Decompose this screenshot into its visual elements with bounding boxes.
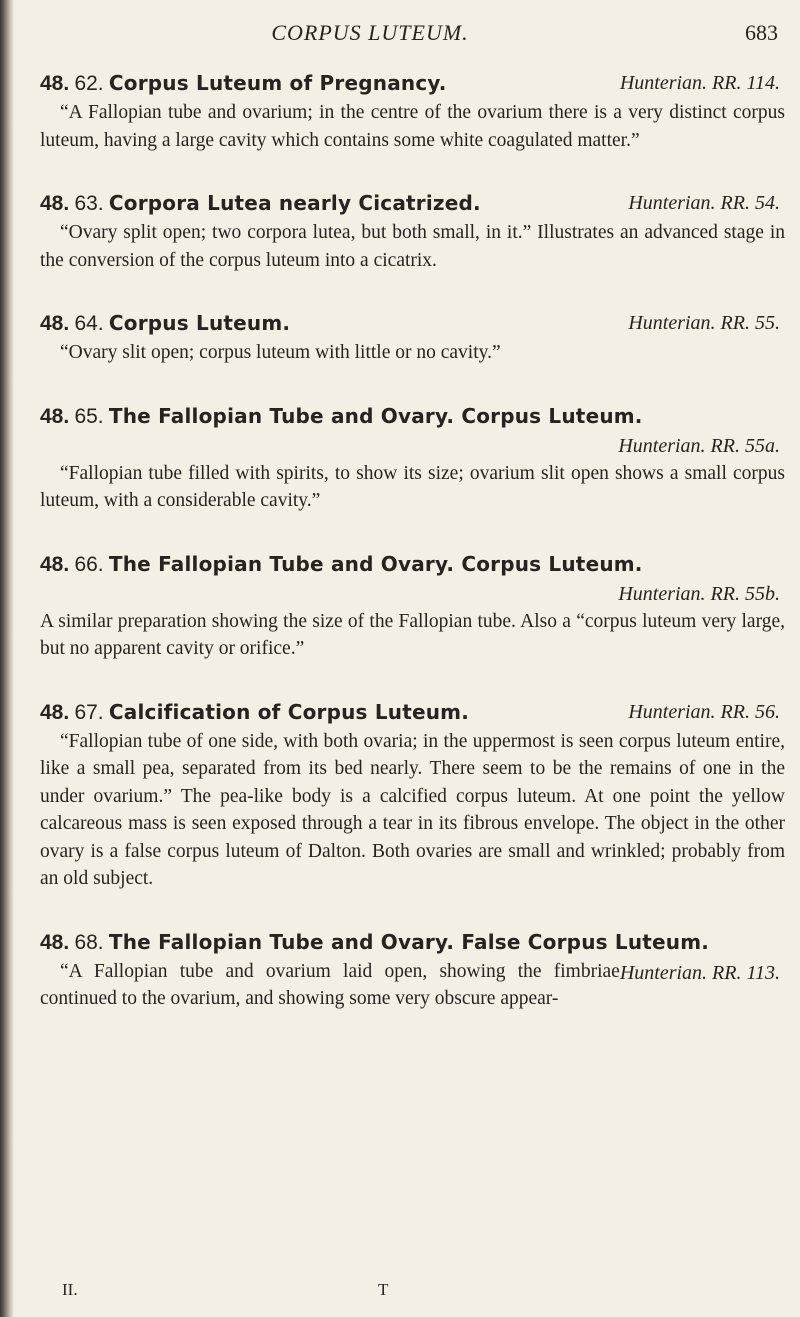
entry-series-number: 48.	[40, 312, 70, 335]
catalogue-entry	[40, 697, 785, 893]
entry-title: The Fallopian Tube and Ovary. Corpus Luteum.	[108, 403, 643, 428]
entry-series-number: 48.	[40, 404, 70, 428]
signature-mark: T	[378, 1280, 389, 1299]
catalogue-entries	[40, 68, 785, 1047]
entry-number: 67.	[74, 700, 104, 724]
entry-description: “Ovary slit open; corpus luteum with little or no cavity.”	[60, 342, 501, 363]
entry-heading	[40, 697, 785, 728]
entry-title: The Fallopian Tube and Ovary. False Corpus Luteum.	[108, 929, 710, 954]
page-number: 683	[745, 20, 778, 45]
entry-number: 62.	[74, 72, 104, 95]
entry-heading	[40, 308, 785, 339]
entry-reference: Hunterian. RR. 55b.	[618, 582, 780, 605]
entry-description: “Fallopian tube filled with spirits, to show its size; ovarium slit open shows a small corpus luteum, with a considerable cavity.”	[40, 462, 785, 511]
entry-description: “Ovary split open; two corpora lutea, but both small, in it.” Illustrates an advanced stage in the conversion of the corpus luteum into a cicatrix.	[40, 222, 785, 271]
entry-title: Corpus Luteum of Pregnancy.	[108, 71, 447, 95]
entry-number: 63.	[74, 192, 104, 215]
catalogue-entry	[40, 308, 785, 367]
entry-description: A similar preparation showing the size of the Fallopian tube. Also a “corpus luteum very large, but no apparent cavity or orifice.”	[40, 610, 785, 659]
entry-series-number: 48.	[40, 552, 70, 576]
entry-series-number: 48.	[40, 72, 70, 95]
catalogue-entry	[40, 927, 785, 1013]
entry-series-number: 48.	[40, 930, 70, 954]
entry-title: Corpora Lutea nearly Cicatrized.	[108, 191, 481, 215]
entry-description: “A Fallopian tube and ovarium laid open, showing the fimbriae continued to the ovarium, and showing some very obscure appear-	[40, 960, 620, 1009]
entry-description: “A Fallopian tube and ovarium; in the centre of the ovarium there is a very distinct corpus luteum, having a large cavity which contains some white coagulated matter.”	[40, 102, 785, 151]
entry-title: Corpus Luteum.	[108, 311, 291, 335]
running-title: CORPUS LUTEUM.	[271, 20, 469, 45]
entry-heading	[40, 401, 785, 432]
entry-number: 66.	[74, 552, 104, 576]
entry-reference: Hunterian. RR. 54.	[628, 192, 780, 214]
entry-heading	[40, 549, 785, 580]
entry-description: “Fallopian tube of one side, with both ovaria; in the uppermost is seen corpus luteum entire, like a small pea, separated from its bed nearly. There seem to be the remains of one in the under ovarium.” The pea-like body is a calcified corpus luteum. At one point the yellow calcareous mass is seen exposed through a tear in its fibrous envelope. The object in the other ovary is a false corpus luteum of Dalton. Both ovaries are small and wrinkled; probably from an old subject.	[40, 730, 785, 889]
entry-number: 64.	[74, 312, 104, 335]
catalogue-entry	[40, 549, 785, 663]
entry-number: 68.	[74, 930, 104, 954]
entry-reference: Hunterian. RR. 55a.	[618, 434, 780, 457]
entry-reference: Hunterian. RR. 56.	[628, 700, 780, 723]
catalogue-entry	[40, 68, 785, 154]
entry-title: Calcification of Corpus Luteum.	[108, 699, 470, 724]
entry-reference: Hunterian. RR. 114.	[619, 72, 780, 94]
entry-reference: Hunterian. RR. 113.	[619, 961, 780, 984]
catalogue-entry	[40, 401, 785, 515]
entry-reference: Hunterian. RR. 55.	[628, 312, 780, 334]
entry-heading	[40, 188, 785, 219]
entry-title: The Fallopian Tube and Ovary. Corpus Luteum.	[108, 551, 643, 576]
volume-catchword: II.	[62, 1280, 78, 1299]
entry-series-number: 48.	[40, 192, 70, 215]
catalogue-entry	[40, 188, 785, 274]
entry-heading	[40, 927, 785, 984]
entry-series-number: 48.	[40, 700, 70, 724]
binding-edge	[0, 0, 14, 1317]
running-head	[0, 20, 800, 60]
entry-number: 65.	[74, 404, 104, 428]
entry-heading	[40, 68, 785, 99]
